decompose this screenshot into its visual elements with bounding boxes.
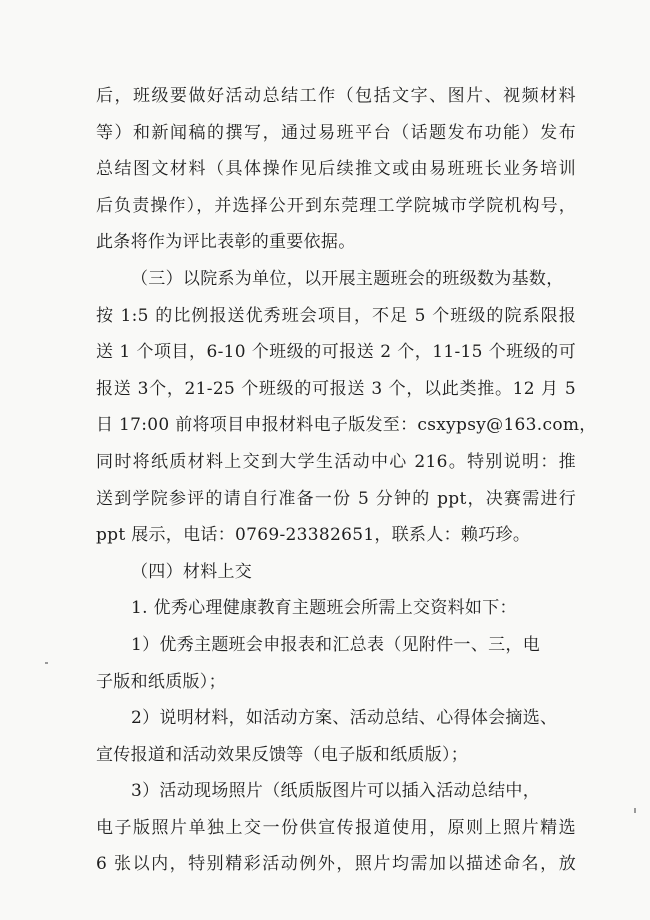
paragraph-line: 按 1:5 的比例报送优秀班会项目，不足 5 个班级的院系限报 <box>96 305 576 326</box>
paragraph-line: 送 1 个项目，6-10 个班级的可报送 2 个，11-15 个班级的可 <box>96 342 576 363</box>
paragraph-line: 等）和新闻稿的撰写，通过易班平台（话题发布功能）发布 <box>96 122 576 143</box>
list-item-line: 宣传报道和活动效果反馈等（电子版和纸质版）； <box>96 744 469 765</box>
list-item-line: 子版和纸质版）； <box>96 671 226 692</box>
paragraph-line: 同时将纸质材料上交到大学生活动中心 216。特别说明：推 <box>96 451 576 472</box>
paragraph-line: 后，班级要做好活动总结工作（包括文字、图片、视频材料 <box>96 86 576 106</box>
scan-mark <box>634 808 636 813</box>
paragraph-line: 日 17:00 前将项目申报材料电子版发至：csxypsy@163.com， <box>96 415 597 436</box>
paragraph-line: ppt 展示，电话：0769-23382651，联系人：赖巧珍。 <box>96 525 531 546</box>
section-three-line: （三）以院系为单位，以开展主题班会的班级数为基数， <box>131 268 564 289</box>
list-item-line: 6 张以内，特别精彩活动例外，照片均需加以描述命名，放 <box>96 854 576 875</box>
section-four-heading: （四）材料上交 <box>131 561 253 582</box>
scan-mark <box>45 662 48 664</box>
list-item-line: 电子版照片单独上交一份供宣传报道使用，原则上照片精选 <box>96 817 576 838</box>
paragraph-line: 送到学院参评的请自行准备一份 5 分钟的 ppt，决赛需进行 <box>96 488 576 509</box>
paragraph-line: 报送 3个，21-25 个班级的可报送 3 个，以此类推。12 月 5 <box>96 378 576 399</box>
document-body <box>96 78 597 883</box>
paragraph-line: 后负责操作），并选择公开到东莞理工学院城市学院机构号， <box>96 195 576 216</box>
paragraph-line: 此条将作为评比表彰的重要依据。 <box>96 232 356 253</box>
paragraph-line: 总结图文材料（具体操作见后续推文或由易班班长业务培训 <box>96 159 576 180</box>
list-item-line: 1）优秀主题班会申报表和汇总表（见附件一、三，电 <box>131 634 541 655</box>
list-item-line: 3）活动现场照片（纸质版图片可以插入活动总结中， <box>131 781 541 802</box>
list-item-heading: 1. 优秀心理健康教育主题班会所需上交资料如下： <box>131 598 517 619</box>
list-item-line: 2）说明材料，如活动方案、活动总结、心得体会摘选、 <box>131 708 558 729</box>
